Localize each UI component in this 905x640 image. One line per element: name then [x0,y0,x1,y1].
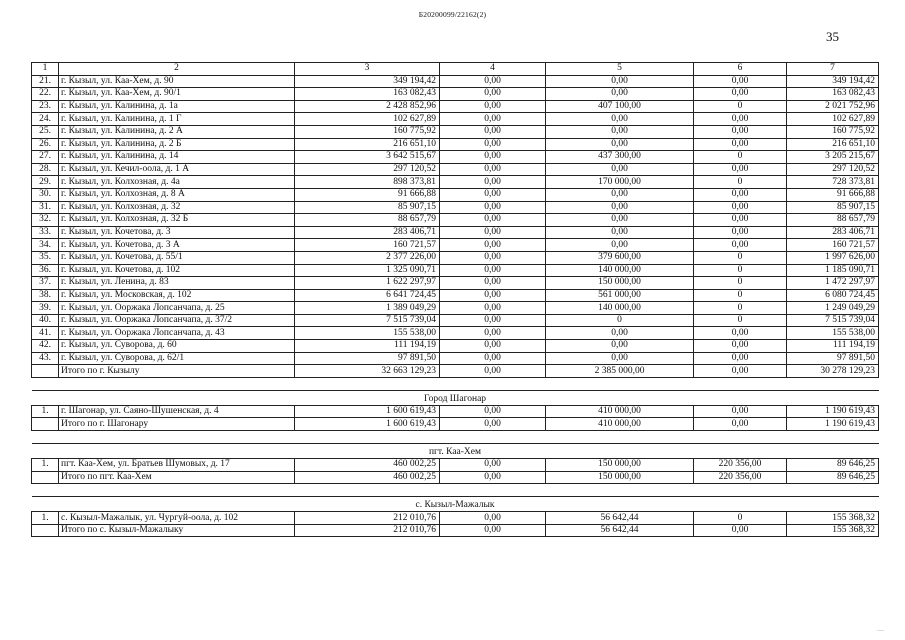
total-label: Итого по с. Кызыл-Мажалыку [59,524,295,537]
total-amount: 0,00 [440,418,546,431]
total-row [32,471,879,484]
amount-cell: 1 190 619,43 [787,405,879,418]
address-cell: г. Кызыл, ул. Ооржака Лопсанчапа, д. 37/2 [59,314,295,327]
amount-cell: 91 666,88 [295,188,440,201]
document-id: Б20200099/22162(2) [418,10,487,19]
table-row [32,459,879,472]
amount-cell: 0,00 [440,100,546,113]
amount-cell: 297 120,52 [295,163,440,176]
amount-cell: 111 194,19 [295,340,440,353]
address-cell: г. Кызыл, ул. Колхозная, д. 4а [59,176,295,189]
amount-cell: 898 373,81 [295,176,440,189]
amount-cell: 0,00 [440,459,546,472]
amount-cell: 0,00 [440,188,546,201]
row-number: 40. [32,314,59,327]
total-amount: 410 000,00 [546,418,694,431]
amount-cell: 561 000,00 [546,289,694,302]
amount-cell: 0 [694,264,787,277]
amount-cell: 0,00 [440,163,546,176]
amount-cell: 91 666,88 [787,188,879,201]
spacer-cell [32,377,879,390]
row-number: 43. [32,352,59,365]
column-header: 5 [546,63,694,76]
amount-cell: 0,00 [694,352,787,365]
table-row [32,277,879,290]
total-amount: 0,00 [440,524,546,537]
amount-cell: 163 082,43 [787,88,879,101]
table-row [32,176,879,189]
amount-cell: 1 185 090,71 [787,264,879,277]
amount-cell: 0,00 [694,138,787,151]
amount-cell: 0,00 [440,405,546,418]
row-number: 23. [32,100,59,113]
amount-cell: 7 515 739,04 [295,314,440,327]
total-amount: 212 010,76 [295,524,440,537]
amount-cell: 0,00 [440,214,546,227]
address-cell: г. Кызыл, ул. Суворова, д. 60 [59,340,295,353]
total-amount: 0,00 [440,365,546,378]
amount-cell: 0,00 [440,277,546,290]
total-amount: 460 002,25 [295,471,440,484]
table-row [32,88,879,101]
row-number: 35. [32,251,59,264]
amount-cell: 0,00 [440,512,546,525]
amount-cell: 102 627,89 [295,113,440,126]
amount-cell: 6 641 724,45 [295,289,440,302]
total-amount: 30 278 129,23 [787,365,879,378]
amount-cell: 0 [694,289,787,302]
empty-cell [32,365,59,378]
address-cell: г. Кызыл, ул. Суворова, д. 62/1 [59,352,295,365]
total-row [32,365,879,378]
table-row [32,125,879,138]
amount-cell: 56 642,44 [546,512,694,525]
table-row [32,75,879,88]
total-amount: 0,00 [694,365,787,378]
section-title-row [32,497,879,512]
amount-cell: 85 907,15 [787,201,879,214]
amount-cell: 150 000,00 [546,277,694,290]
row-number: 22. [32,88,59,101]
table-row [32,340,879,353]
amount-cell: 0,00 [694,163,787,176]
amount-cell: 170 000,00 [546,176,694,189]
amount-cell: 728 373,81 [787,176,879,189]
row-number: 29. [32,176,59,189]
amount-cell: 1 389 049,29 [295,302,440,315]
total-amount: 0,00 [694,524,787,537]
amount-cell: 3 642 515,67 [295,151,440,164]
amount-cell: 140 000,00 [546,264,694,277]
column-header: 3 [295,63,440,76]
amount-cell: 0,00 [440,151,546,164]
total-amount: 1 190 619,43 [787,418,879,431]
total-row [32,524,879,537]
column-header: 4 [440,63,546,76]
amount-cell: 0,00 [694,113,787,126]
amount-cell: 1 325 090,71 [295,264,440,277]
table-header-row [32,63,879,76]
amount-cell: 0,00 [440,125,546,138]
amount-cell: 102 627,89 [787,113,879,126]
address-cell: пгт. Каа-Хем, ул. Братьев Шумовых, д. 17 [59,459,295,472]
table-row [32,289,879,302]
amount-cell: 1 997 626,00 [787,251,879,264]
amount-cell: 0,00 [440,251,546,264]
amount-cell: 0,00 [546,188,694,201]
amount-cell: 140 000,00 [546,302,694,315]
amount-cell: 0,00 [440,75,546,88]
address-cell: г. Кызыл, ул. Калинина, д. 14 [59,151,295,164]
amount-cell: 460 002,25 [295,459,440,472]
spacer-row [32,484,879,497]
amount-cell: 3 205 215,67 [787,151,879,164]
table-row [32,239,879,252]
total-amount: 0,00 [694,418,787,431]
amount-cell: 0,00 [694,125,787,138]
empty-cell [32,471,59,484]
address-cell: г. Кызыл, ул. Ленина, д. 83 [59,277,295,290]
table-row [32,214,879,227]
column-header: 2 [59,63,295,76]
table-row [32,352,879,365]
amount-cell: 0,00 [440,289,546,302]
address-cell: г. Кызыл, ул. Колхозная, д. 32 [59,201,295,214]
amount-cell: 0,00 [440,314,546,327]
row-number: 28. [32,163,59,176]
table-row [32,226,879,239]
amount-cell: 0 [694,277,787,290]
amount-cell: 0,00 [440,327,546,340]
amount-cell: 0,00 [546,125,694,138]
address-cell: г. Кызыл, ул. Калинина, д. 1 Г [59,113,295,126]
table-row [32,163,879,176]
total-amount: 155 368,32 [787,524,879,537]
budget-table [31,62,879,537]
row-number: 24. [32,113,59,126]
table-row [32,302,879,315]
amount-cell: 2 377 226,00 [295,251,440,264]
amount-cell: 1 600 619,43 [295,405,440,418]
amount-cell: 0,00 [440,88,546,101]
row-number: 37. [32,277,59,290]
row-number: 1. [32,459,59,472]
total-row [32,418,879,431]
amount-cell: 160 721,57 [787,239,879,252]
total-amount: 0,00 [440,471,546,484]
address-cell: г. Кызыл, ул. Калинина, д. 2 А [59,125,295,138]
address-cell: г. Кызыл, ул. Колхозная, д. 8 А [59,188,295,201]
amount-cell: 2 021 752,96 [787,100,879,113]
amount-cell: 0,00 [546,352,694,365]
address-cell: с. Кызыл-Мажалык, ул. Чургуй-оола, д. 102 [59,512,295,525]
row-number: 27. [32,151,59,164]
address-cell: г. Кызыл, ул. Кочетова, д. 3 [59,226,295,239]
amount-cell: 0,00 [440,239,546,252]
amount-cell: 0,00 [546,214,694,227]
amount-cell: 1 622 297,97 [295,277,440,290]
row-number: 1. [32,512,59,525]
table-row [32,314,879,327]
total-amount: 2 385 000,00 [546,365,694,378]
row-number: 1. [32,405,59,418]
amount-cell: 160 775,92 [295,125,440,138]
amount-cell: 0,00 [694,327,787,340]
amount-cell: 349 194,42 [295,75,440,88]
row-number: 33. [32,226,59,239]
spacer-cell [32,484,879,497]
amount-cell: 0,00 [546,340,694,353]
total-amount: 150 000,00 [546,471,694,484]
empty-cell [32,418,59,431]
amount-cell: 220 356,00 [694,459,787,472]
amount-cell: 0,00 [546,75,694,88]
amount-cell: 283 406,71 [295,226,440,239]
amount-cell: 0,00 [440,113,546,126]
address-cell: г. Кызыл, ул. Кочетова, д. 55/1 [59,251,295,264]
section-title: пгт. Каа-Хем [32,444,879,459]
total-amount: 32 663 129,23 [295,365,440,378]
amount-cell: 0,00 [546,201,694,214]
table-row [32,405,879,418]
address-cell: г. Кызыл, ул. Каа-Хем, д. 90/1 [59,88,295,101]
amount-cell: 410 000,00 [546,405,694,418]
address-cell: г. Кызыл, ул. Кочетова, д. 3 А [59,239,295,252]
row-number: 41. [32,327,59,340]
amount-cell: 437 300,00 [546,151,694,164]
address-cell: г. Шагонар, ул. Саяно-Шушенская, д. 4 [59,405,295,418]
column-header: 7 [787,63,879,76]
column-header: 6 [694,63,787,76]
row-number: 30. [32,188,59,201]
amount-cell: 0,00 [546,138,694,151]
table-row [32,327,879,340]
amount-cell: 0,00 [440,264,546,277]
address-cell: г. Кызыл, ул. Московская, д. 102 [59,289,295,302]
total-amount: 1 600 619,43 [295,418,440,431]
amount-cell: 0 [694,251,787,264]
amount-cell: 0 [694,302,787,315]
amount-cell: 0,00 [694,239,787,252]
amount-cell: 0 [546,314,694,327]
table-row [32,264,879,277]
table-row [32,251,879,264]
amount-cell: 0,00 [440,302,546,315]
amount-cell: 0,00 [546,113,694,126]
amount-cell: 0,00 [440,201,546,214]
table-row [32,512,879,525]
row-number: 42. [32,340,59,353]
amount-cell: 0,00 [546,163,694,176]
row-number: 38. [32,289,59,302]
total-label: Итого по г. Шагонару [59,418,295,431]
amount-cell: 6 080 724,45 [787,289,879,302]
amount-cell: 160 775,92 [787,125,879,138]
section-title-row [32,390,879,405]
amount-cell: 0,00 [694,88,787,101]
amount-cell: 0 [694,512,787,525]
amount-cell: 216 651,10 [787,138,879,151]
amount-cell: 216 651,10 [295,138,440,151]
amount-cell: 155 538,00 [295,327,440,340]
spacer-row [32,431,879,444]
amount-cell: 0 [694,100,787,113]
amount-cell: 89 646,25 [787,459,879,472]
total-amount: 89 646,25 [787,471,879,484]
amount-cell: 111 194,19 [787,340,879,353]
amount-cell: 1 472 297,97 [787,277,879,290]
amount-cell: 88 657,79 [787,214,879,227]
total-label: Итого по пгт. Каа-Хем [59,471,295,484]
amount-cell: 0,00 [440,138,546,151]
amount-cell: 1 249 049,29 [787,302,879,315]
amount-cell: 0,00 [440,340,546,353]
amount-cell: 0 [694,151,787,164]
amount-cell: 0,00 [546,226,694,239]
row-number: 34. [32,239,59,252]
amount-cell: 0,00 [694,340,787,353]
table-row [32,100,879,113]
amount-cell: 0,00 [440,226,546,239]
amount-cell: 2 428 852,96 [295,100,440,113]
amount-cell: 379 600,00 [546,251,694,264]
amount-cell: 0 [694,176,787,189]
amount-cell: 212 010,76 [295,512,440,525]
row-number: 31. [32,201,59,214]
empty-cell [32,524,59,537]
address-cell: г. Кызыл, ул. Ооржака Лопсанчапа, д. 43 [59,327,295,340]
amount-cell: 85 907,15 [295,201,440,214]
amount-cell: 0,00 [440,176,546,189]
address-cell: г. Кызыл, ул. Кечил-оола, д. 1 А [59,163,295,176]
address-cell: г. Кызыл, ул. Колхозная, д. 32 Б [59,214,295,227]
amount-cell: 0,00 [694,188,787,201]
spacer-cell [32,431,879,444]
column-header: 1 [32,63,59,76]
amount-cell: 0,00 [546,239,694,252]
table-row [32,188,879,201]
total-amount: 220 356,00 [694,471,787,484]
amount-cell: 150 000,00 [546,459,694,472]
section-title-row [32,444,879,459]
table-row [32,151,879,164]
spacer-row [32,377,879,390]
amount-cell: 7 515 739,04 [787,314,879,327]
amount-cell: 283 406,71 [787,226,879,239]
table-row [32,201,879,214]
amount-cell: 0,00 [440,352,546,365]
amount-cell: 0,00 [546,88,694,101]
amount-cell: 88 657,79 [295,214,440,227]
amount-cell: 349 194,42 [787,75,879,88]
amount-cell: 0,00 [694,405,787,418]
address-cell: г. Кызыл, ул. Калинина, д. 2 Б [59,138,295,151]
address-cell: г. Кызыл, ул. Калинина, д. 1а [59,100,295,113]
amount-cell: 97 891,50 [295,352,440,365]
amount-cell: 407 100,00 [546,100,694,113]
address-cell: г. Кызыл, ул. Каа-Хем, д. 90 [59,75,295,88]
row-number: 36. [32,264,59,277]
amount-cell: 0,00 [694,226,787,239]
amount-cell: 0,00 [546,327,694,340]
amount-cell: 0,00 [694,214,787,227]
amount-cell: 0 [694,314,787,327]
section-title: с. Кызыл-Мажалык [32,497,879,512]
address-cell: г. Кызыл, ул. Кочетова, д. 102 [59,264,295,277]
section-title: Город Шагонар [32,390,879,405]
row-number: 32. [32,214,59,227]
page-number: 35 [826,29,839,44]
address-cell: г. Кызыл, ул. Ооржака Лопсанчапа, д. 25 [59,302,295,315]
amount-cell: 155 538,00 [787,327,879,340]
row-number: 21. [32,75,59,88]
table-row [32,138,879,151]
amount-cell: 0,00 [694,201,787,214]
amount-cell: 155 368,32 [787,512,879,525]
row-number: 39. [32,302,59,315]
scan-mark: ·— [876,628,884,634]
amount-cell: 97 891,50 [787,352,879,365]
amount-cell: 160 721,57 [295,239,440,252]
table-row [32,113,879,126]
total-label: Итого по г. Кызылу [59,365,295,378]
amount-cell: 0,00 [694,75,787,88]
row-number: 26. [32,138,59,151]
total-amount: 56 642,44 [546,524,694,537]
row-number: 25. [32,125,59,138]
amount-cell: 297 120,52 [787,163,879,176]
amount-cell: 163 082,43 [295,88,440,101]
